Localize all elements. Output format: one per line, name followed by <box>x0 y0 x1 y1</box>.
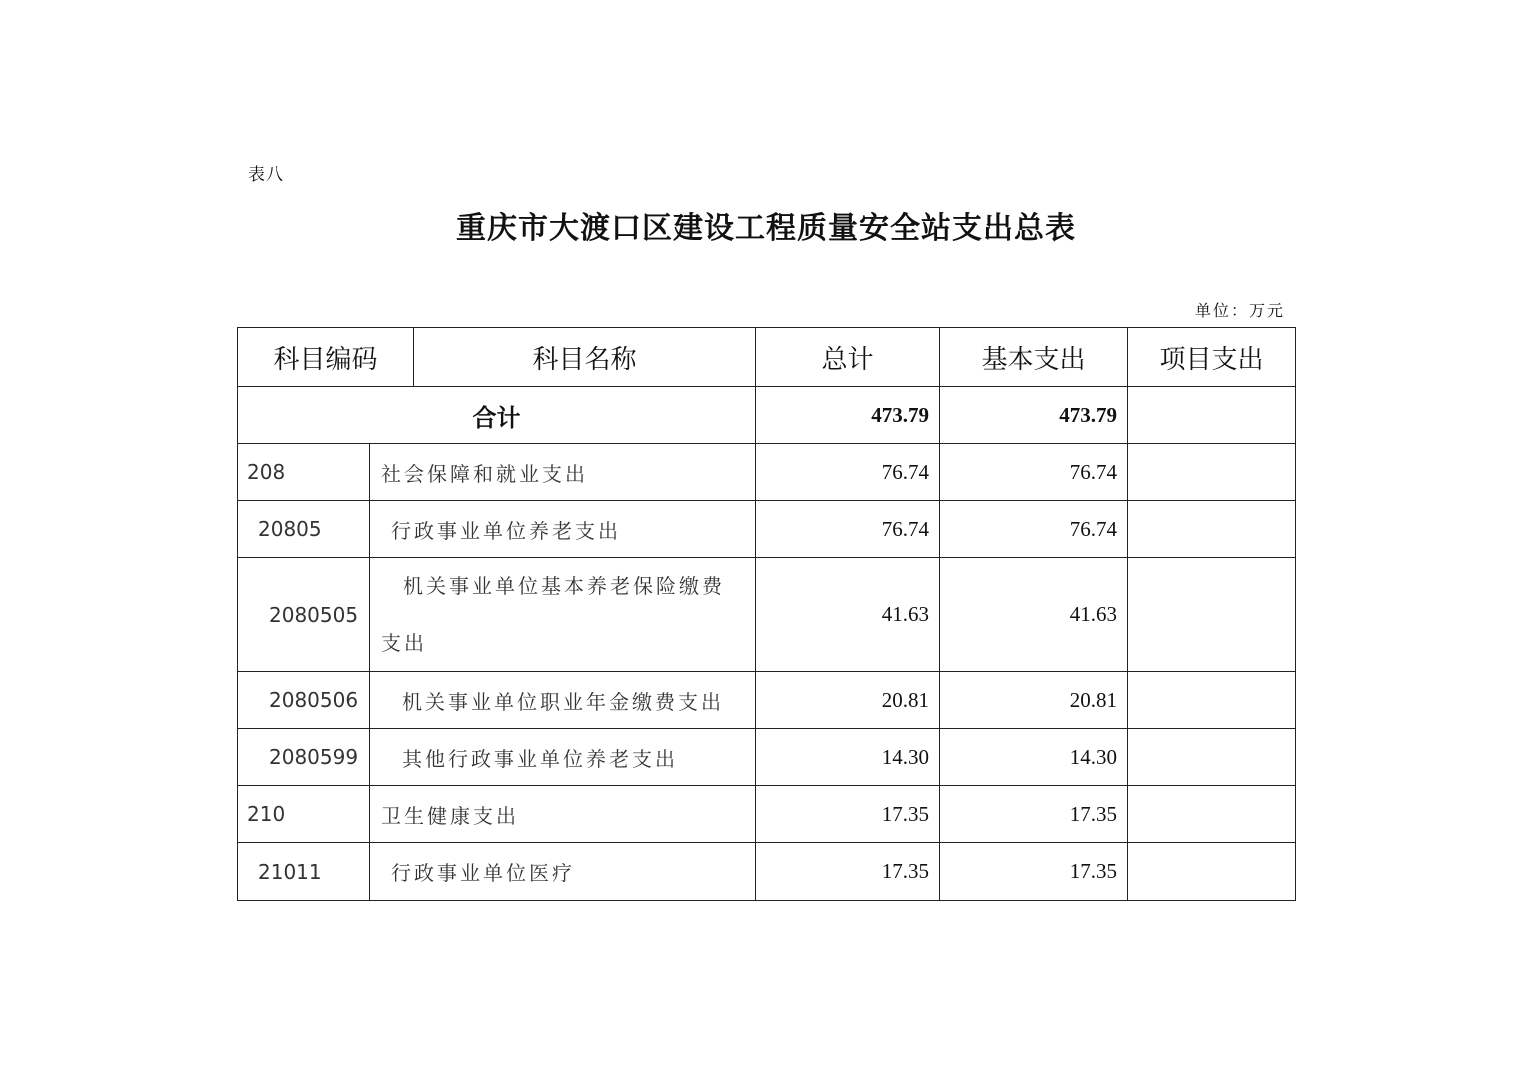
row-project <box>1127 557 1296 672</box>
row-project <box>1127 500 1296 558</box>
row-total: 14.30 <box>755 728 940 786</box>
row-project <box>1127 842 1296 901</box>
row-name: 卫生健康支出 <box>369 785 756 843</box>
row-basic: 76.74 <box>939 500 1128 558</box>
header-project: 项目支出 <box>1127 327 1296 387</box>
row-name: 行政事业单位养老支出 <box>369 500 756 558</box>
row-basic: 41.63 <box>939 557 1128 672</box>
row-project <box>1127 443 1296 501</box>
row-basic: 20.81 <box>939 671 1128 729</box>
row-total: 41.63 <box>755 557 940 672</box>
table-number-label: 表八 <box>248 165 284 185</box>
row-project <box>1127 728 1296 786</box>
row-total: 17.35 <box>755 842 940 901</box>
row-code: 210 <box>237 785 370 843</box>
row-code: 2080506 <box>237 671 370 729</box>
total-label: 合计 <box>237 386 756 444</box>
row-name: 社会保障和就业支出 <box>369 443 756 501</box>
header-code: 科目编码 <box>237 327 414 387</box>
header-basic: 基本支出 <box>939 327 1128 387</box>
total-basic: 473.79 <box>939 386 1128 444</box>
row-name: 其他行政事业单位养老支出 <box>369 728 756 786</box>
unit-label: 单位：万元 <box>1195 301 1286 320</box>
row-project <box>1127 671 1296 729</box>
row-basic: 17.35 <box>939 785 1128 843</box>
expenditure-table <box>237 327 1296 901</box>
page-title: 重庆市大渡口区建设工程质量安全站支出总表 <box>456 211 1076 246</box>
row-code: 208 <box>237 443 370 501</box>
row-basic: 17.35 <box>939 842 1128 901</box>
row-code: 2080599 <box>237 728 370 786</box>
row-code: 20805 <box>237 500 370 558</box>
row-basic: 14.30 <box>939 728 1128 786</box>
row-name: 行政事业单位医疗 <box>369 842 756 901</box>
header-name: 科目名称 <box>413 327 756 387</box>
row-total: 17.35 <box>755 785 940 843</box>
total-project <box>1127 386 1296 444</box>
row-total: 76.74 <box>755 443 940 501</box>
row-code: 2080505 <box>237 557 370 672</box>
row-total: 76.74 <box>755 500 940 558</box>
row-total: 20.81 <box>755 671 940 729</box>
row-name: 机关事业单位基本养老保险缴费支出 <box>369 557 756 672</box>
row-basic: 76.74 <box>939 443 1128 501</box>
header-total: 总计 <box>755 327 940 387</box>
row-name: 机关事业单位职业年金缴费支出 <box>369 671 756 729</box>
row-project <box>1127 785 1296 843</box>
total-total: 473.79 <box>755 386 940 444</box>
row-code: 21011 <box>237 842 370 901</box>
